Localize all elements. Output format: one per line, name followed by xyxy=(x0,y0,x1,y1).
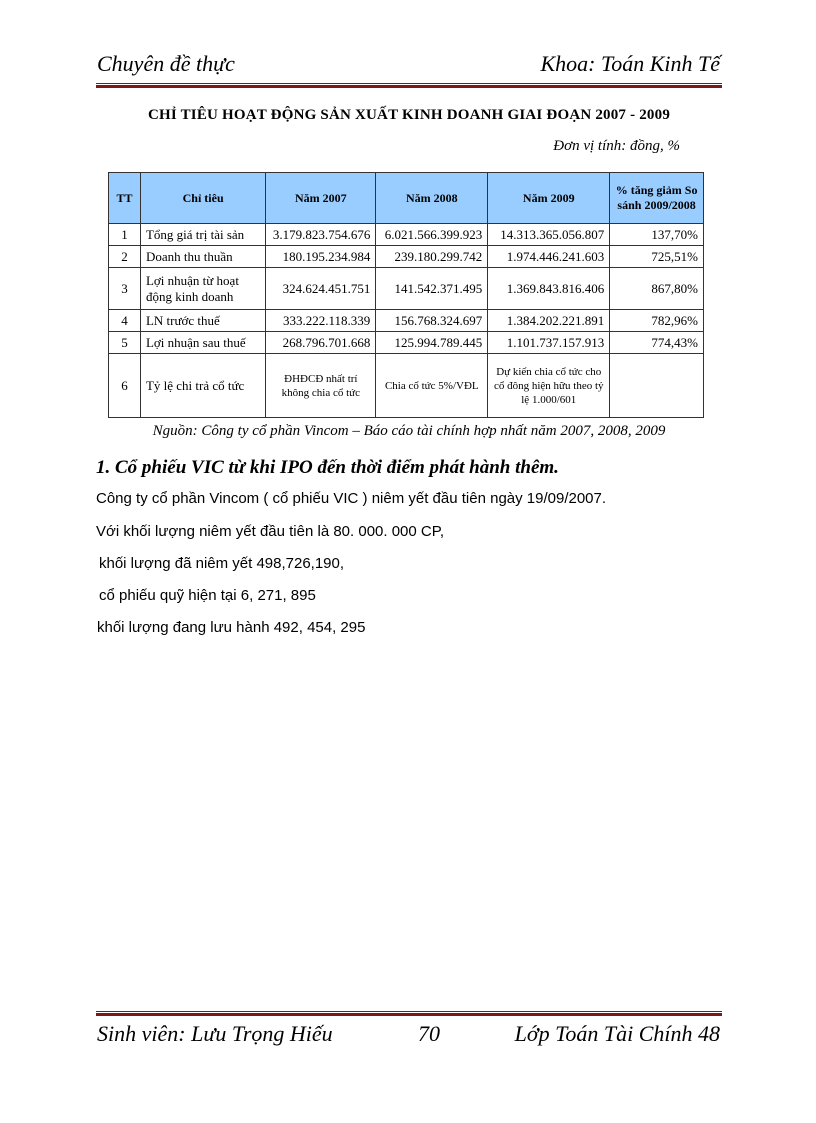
col-header-pct: % tăng giảm So sánh 2009/2008 xyxy=(610,173,704,224)
cell-2007: 324.624.451.751 xyxy=(266,268,376,310)
cell-pct xyxy=(610,354,704,418)
cell-2009: Dự kiến chia cổ tức cho cổ đông hiện hữu theo tỷ lệ 1.000/601 xyxy=(488,354,610,418)
cell-2008: 125.994.789.445 xyxy=(376,332,488,354)
cell-2008: 141.542.371.495 xyxy=(376,268,488,310)
cell-label: Doanh thu thuần xyxy=(140,246,265,268)
cell-pct: 137,70% xyxy=(610,224,704,246)
table-row xyxy=(109,246,704,268)
header-rule xyxy=(96,83,722,88)
page-number: 70 xyxy=(418,1021,440,1046)
section-heading: 1. Cổ phiếu VIC từ khi IPO đến thời điểm phát hành thêm. xyxy=(96,457,559,478)
table-source: Nguồn: Công ty cổ phần Vincom – Báo cáo tài chính hợp nhất năm 2007, 2008, 2009 xyxy=(152,423,666,439)
cell-2007: 180.195.234.984 xyxy=(266,246,376,268)
cell-pct: 867,80% xyxy=(610,268,704,310)
cell-2007: 333.222.118.339 xyxy=(266,310,376,332)
footer-class: Lớp Toán Tài Chính 48 xyxy=(514,1021,720,1046)
cell-tt: 2 xyxy=(109,246,141,268)
cell-2009: 1.974.446.241.603 xyxy=(488,246,610,268)
table-title: CHỈ TIÊU HOẠT ĐỘNG SẢN XUẤT KINH DOANH GIAI ĐOẠN 2007 - 2009 xyxy=(147,107,671,123)
header-left: Chuyên đề thực xyxy=(97,51,235,76)
col-header-2009: Năm 2009 xyxy=(488,173,610,224)
table-header-row xyxy=(109,173,704,224)
table-row xyxy=(109,332,704,354)
cell-2007: ĐHĐCĐ nhất trí không chia cổ tức xyxy=(266,354,376,418)
cell-tt: 5 xyxy=(109,332,141,354)
cell-pct: 782,96% xyxy=(610,310,704,332)
cell-2008: 6.021.566.399.923 xyxy=(376,224,488,246)
paragraph-line: khối lượng đã niêm yết 498,726,190, xyxy=(99,555,345,572)
indicator-table xyxy=(108,172,704,418)
cell-2008: Chia cổ tức 5%/VĐL xyxy=(376,354,488,418)
cell-2009: 1.384.202.221.891 xyxy=(488,310,610,332)
cell-label: Tỷ lệ chi trả cổ tức xyxy=(140,354,265,418)
table-row xyxy=(109,354,704,418)
table-row xyxy=(109,310,704,332)
cell-label: LN trước thuế xyxy=(140,310,265,332)
table-row xyxy=(109,224,704,246)
paragraph-line: Với khối lượng niêm yết đầu tiên là 80. 000. 000 CP, xyxy=(96,523,444,540)
cell-2007: 3.179.823.754.676 xyxy=(266,224,376,246)
cell-pct: 774,43% xyxy=(610,332,704,354)
footer-student: Sinh viên: Lưu Trọng Hiếu xyxy=(97,1021,333,1046)
paragraph-line: cổ phiếu quỹ hiện tại 6, 271, 895 xyxy=(99,587,316,604)
footer-rule xyxy=(96,1011,722,1016)
cell-2008: 156.768.324.697 xyxy=(376,310,488,332)
col-header-indicator: Chỉ tiêu xyxy=(140,173,265,224)
cell-2008: 239.180.299.742 xyxy=(376,246,488,268)
table-row xyxy=(109,268,704,310)
col-header-2007: Năm 2007 xyxy=(266,173,376,224)
col-header-2008: Năm 2008 xyxy=(376,173,488,224)
cell-tt: 4 xyxy=(109,310,141,332)
cell-tt: 1 xyxy=(109,224,141,246)
header-right: Khoa: Toán Kinh Tế xyxy=(540,51,720,76)
cell-tt: 6 xyxy=(109,354,141,418)
cell-label: Lợi nhuận sau thuế xyxy=(140,332,265,354)
cell-2009: 1.369.843.816.406 xyxy=(488,268,610,310)
cell-label: Lợi nhuận từ hoạt động kinh doanh xyxy=(140,268,265,310)
cell-2009: 14.313.365.056.807 xyxy=(488,224,610,246)
col-header-tt: TT xyxy=(109,173,141,224)
cell-tt: 3 xyxy=(109,268,141,310)
paragraph-line: Công ty cổ phần Vincom ( cổ phiếu VIC ) niêm yết đầu tiên ngày 19/09/2007. xyxy=(96,490,607,507)
cell-2009: 1.101.737.157.913 xyxy=(488,332,610,354)
paragraph-line: khối lượng đang lưu hành 492, 454, 295 xyxy=(97,619,366,636)
unit-note: Đơn vị tính: đồng, % xyxy=(553,138,680,154)
cell-pct: 725,51% xyxy=(610,246,704,268)
cell-label: Tổng giá trị tài sản xyxy=(140,224,265,246)
cell-2007: 268.796.701.668 xyxy=(266,332,376,354)
